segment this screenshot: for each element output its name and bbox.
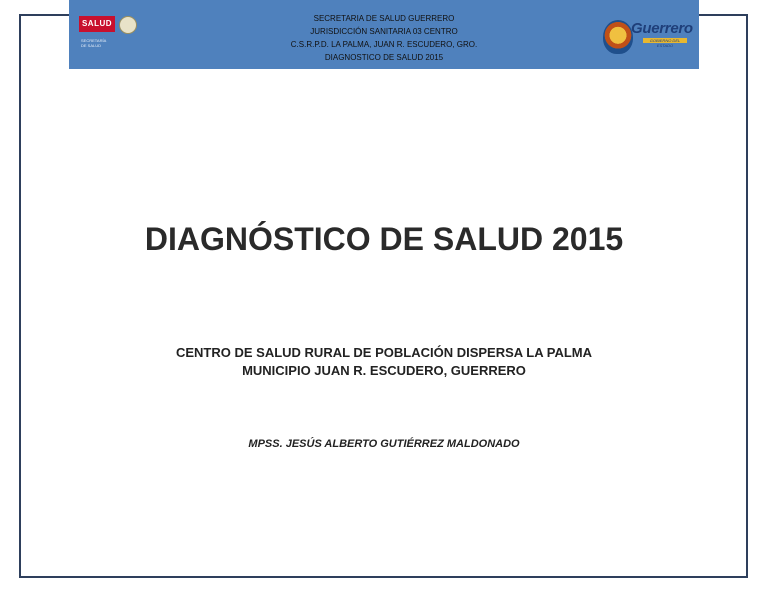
- subtitle-line-1: CENTRO DE SALUD RURAL DE POBLACIÓN DISPERSA LA PALMA: [175, 345, 592, 360]
- guerrero-logo-tagline: GOBIERNO DEL ESTADO: [643, 38, 687, 43]
- header-line-4: DIAGNOSTICO DE SALUD 2015: [324, 53, 444, 62]
- page-border-frame: [19, 14, 748, 578]
- salud-logo: [79, 16, 141, 54]
- guerrero-shield-icon: [603, 20, 633, 54]
- header-banner: [69, 0, 699, 69]
- subtitle-line-2: MUNICIPIO JUAN R. ESCUDERO, GUERRERO: [242, 363, 526, 378]
- header-line-3: C.S.R.P.D. LA PALMA, JUAN R. ESCUDERO, GRO.: [290, 40, 478, 49]
- document-title: DIAGNÓSTICO DE SALUD 2015: [144, 221, 624, 257]
- guerrero-logo-wordmark: Guerrero: [631, 20, 693, 37]
- header-text: [219, 12, 549, 64]
- guerrero-logo: [603, 18, 693, 58]
- salud-logo-wordmark: SALUD: [79, 16, 115, 32]
- document-subtitle: [0, 344, 768, 380]
- mexico-seal-icon: [119, 16, 137, 34]
- header-line-1: SECRETARIA DE SALUD GUERRERO: [313, 14, 455, 23]
- salud-logo-subtitle: SECRETARÍA DE SALUD: [81, 38, 107, 48]
- document-author: MPSS. JESÚS ALBERTO GUTIÉRREZ MALDONADO: [248, 438, 520, 450]
- header-line-2: JURISDICCIÓN SANITARIA 03 CENTRO: [310, 27, 458, 36]
